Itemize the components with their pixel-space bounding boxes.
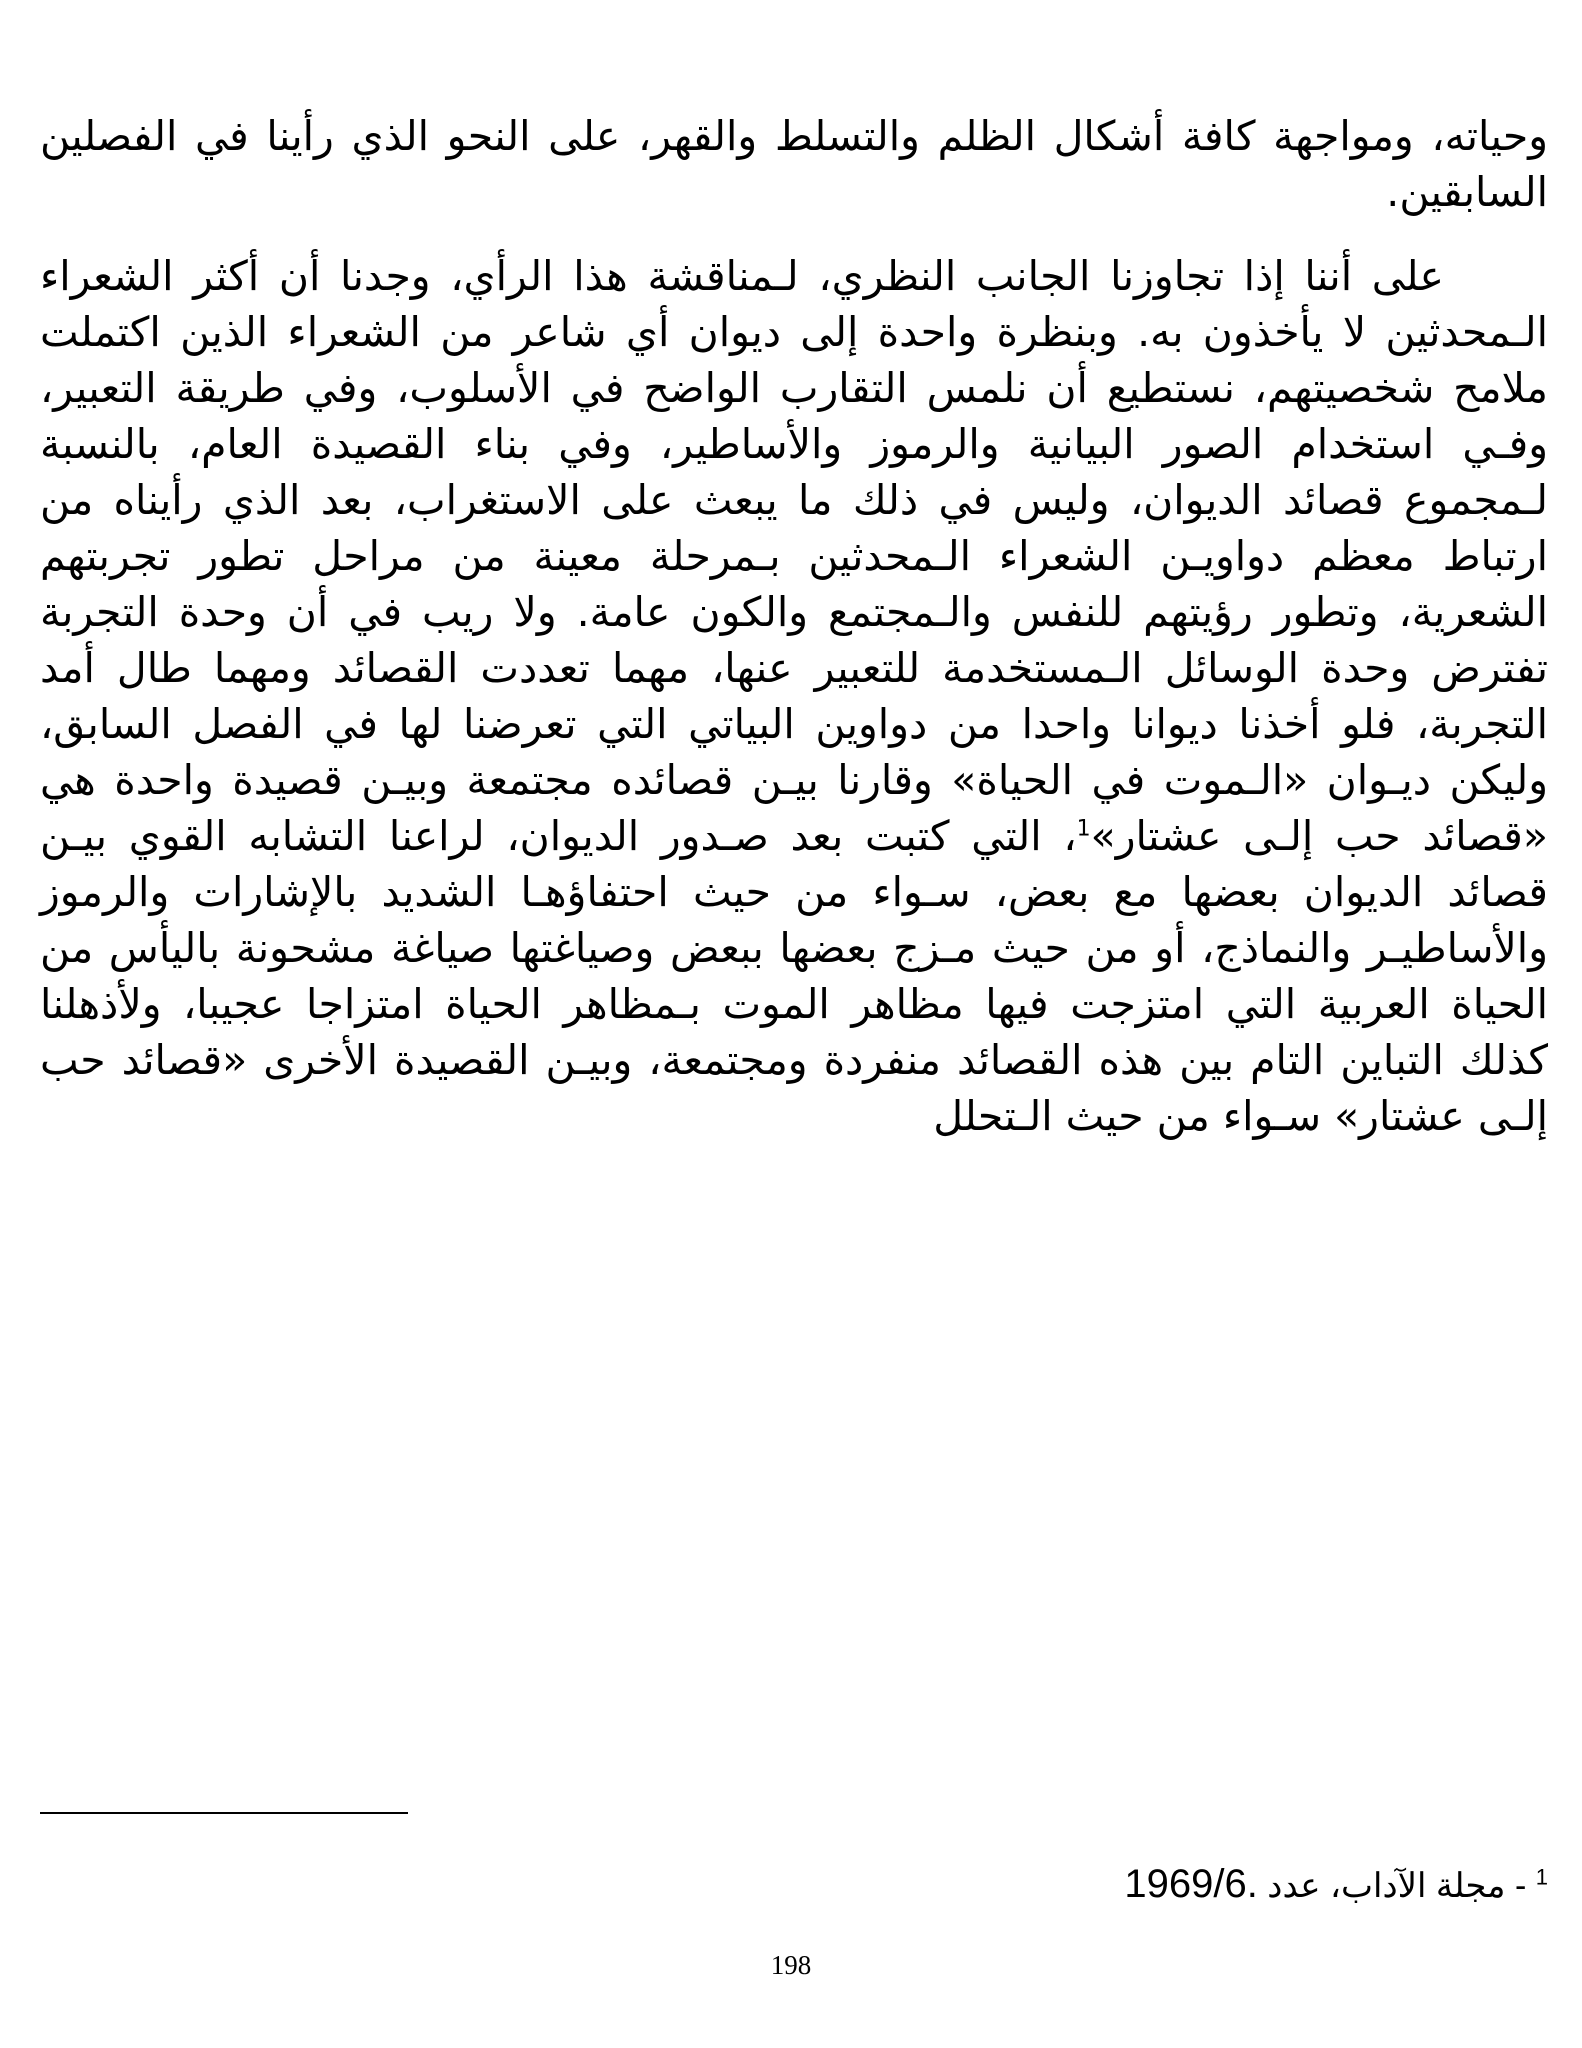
paragraph-1: [40, 108, 1548, 220]
paragraph-1-text: وحياته، ومواجهة كافة أشكال الظلم والتسلط والقهر، على النحو الذي رأينا في الفصلين السابقين.: [40, 112, 1548, 216]
paragraph-2-text-part-2: ، التي كتبت بعد صـدور الديوان، لراعنا التشابه القوي بيـن قصائد الديوان بعضها مع بعض، سـواء من حيث احتفاؤهـا الشديد بالإشارات والرموز والأساطيـر والنماذج، أو من حيث مـزج بعضها ببعض وصياغتها صياغة مشحونة باليأس من الحياة العربية التي امتزجت فيها مظاهر الموت بـمظاهر الحياة امتزاجا عجيبا، ولأذهلنا كذلك التباين التام بين هذه القصائد منفردة ومجتمعة، وبيـن القصيدة الأخرى «قصائد حب إلـى عشتار» سـواء من حيث الـتحلل: [40, 812, 1548, 1140]
page-number: 198: [770, 1950, 812, 1980]
paragraph-2: [40, 248, 1548, 1144]
footnote-issue: 1969/6.: [1124, 1862, 1258, 1906]
paragraph-2-text-part-1: على أننا إذا تجاوزنا الجانب النظري، لـمناقشة هذا الرأي، وجدنا أن أكثر الشعراء الـمحدثين لا يأخذون به. وبنظرة واحدة إلى ديوان أي شاعر من الشعراء الذين اكتملت ملامح شخصيتهم، نستطيع أن نلمس التقارب الواضح في الأسلوب، وفي طريقة التعبير، وفـي استخدام الصور البيانية والرموز والأساطير، وفي بناء القصيدة العام، بالنسبة لـمجموع قصائد الديوان، وليس في ذلك ما يبعث على الاستغراب، بعد الذي رأيناه من ارتباط معظم دواويـن الشعراء الـمحدثين بـمرحلة معينة من مراحل تطور تجربتهم الشعرية، وتطور رؤيتهم للنفس والـمجتمع والكون عامة. ولا ريب في أن وحدة التجربة تفترض وحدة الوسائل الـمستخدمة للتعبير عنها، مهما تعددت القصائد ومهما طال أمد التجربة، فلو أخذنا ديوانا واحدا من دواوين البياتي التي تعرضنا لها في الفصل السابق، وليكن ديـوان «الـموت في الحياة» وقارنا بيـن قصائده مجتمعة وبيـن قصيدة واحدة هي «قصائد حب إلـى عشتار»: [40, 252, 1548, 860]
footnote-separator: [40, 1812, 408, 1814]
footnote-reference[interactable]: 1: [1076, 816, 1091, 842]
page-body: [40, 108, 1548, 1144]
footnote-marker: 1: [1535, 1864, 1548, 1890]
footnote-text: - مجلة الآداب، عدد: [1257, 1867, 1536, 1905]
footnote: [48, 1862, 1548, 1908]
